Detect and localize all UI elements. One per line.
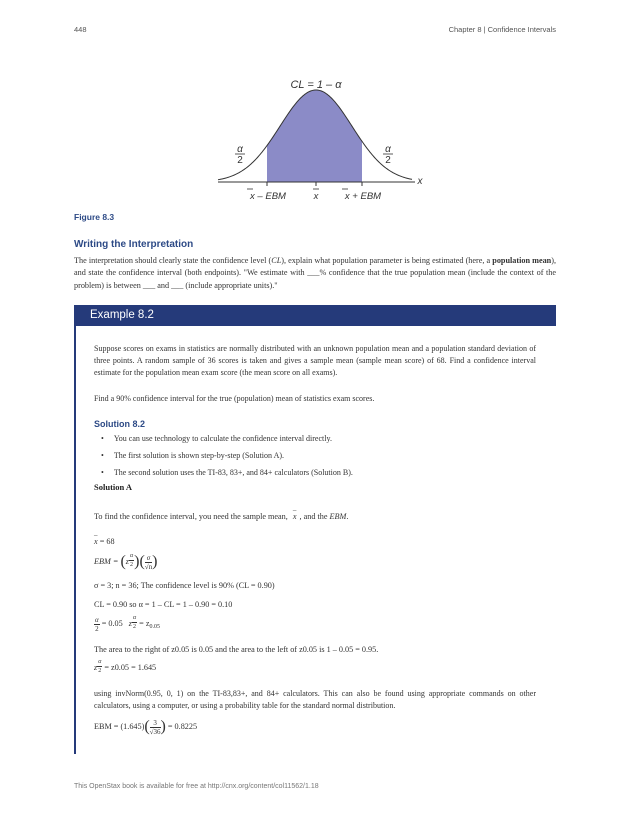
alpha-half-line: $\frac{\alpha}{2}$ = 0.05 z $\frac{\alpha}{2}$ = $z_{0.05}$	[95, 615, 160, 633]
alpha-left-den: 2	[237, 155, 243, 166]
chapter-header: Chapter 8 | Confidence Intervals	[448, 25, 556, 34]
interpretation-paragraph: The interpretation should clearly state the confidence level (CL), explain what population parameter is being estimated (here, a population mean), and state the confidence interval (both endpoints). "We estimate with ___% confidence that the true population mean (include the context of the problem) is between ___ and ___ (include appropriate units)."	[74, 256, 557, 290]
example-title: Example 8.2	[90, 309, 154, 321]
alpha-right-num: α	[385, 144, 391, 155]
left-bound-label: x – EBM	[250, 191, 286, 202]
ebm-formula: EBM = (z $\frac{\alpha}{2}$ )( $\frac{\sigma}{√n}$ )	[94, 553, 158, 571]
cl-label: CL = 1 – α	[290, 79, 342, 91]
list-item: • The first solution is shown step-by-step (Solution A).	[101, 447, 353, 464]
right-bound-label: x + EBM	[344, 191, 382, 202]
page-number: 448	[74, 25, 87, 34]
solution-bullets	[101, 430, 353, 481]
cl-line: CL = 0.90 so α = 1 – CL = 1 – 0.90 = 0.10	[94, 600, 233, 609]
x-axis-label: x	[417, 176, 423, 187]
ebm-calculation: EBM = (1.645)( $\frac{3}{√36}$ ) = 0.8225	[94, 718, 198, 736]
section-title: Writing the Interpretation	[74, 239, 194, 250]
solution-title: Solution 8.2	[94, 419, 146, 429]
alpha-left-num: α	[237, 144, 243, 155]
find-text: To find the confidence interval, you need the sample mean, – x , and the EBM.	[94, 506, 349, 521]
xbar-equation: – x = 68	[94, 531, 115, 546]
page-footer: This OpenStax book is available for free at http://cnx.org/content/col11562/1.18	[74, 783, 319, 790]
center-label: x	[313, 191, 319, 202]
area-text: The area to the right of z0.05 is 0.05 and the area to the left of z0.05 is 1 – 0.05 = 0.95.	[94, 645, 379, 654]
alpha-right-den: 2	[385, 155, 391, 166]
confidence-region	[267, 90, 362, 182]
figure-caption: Figure 8.3	[74, 212, 115, 222]
z-value-line: z $\frac{\alpha}{2}$ = z0.05 = 1.645	[94, 659, 157, 674]
example-left-rule	[74, 326, 76, 754]
example-problem: Suppose scores on exams in statistics are normally distributed with an unknown population mean and a population standard deviation of three points. A random sample of 36 scores is taken and gives a sample mean (sample mean score) of 68. Find a confidence interval estimate for the population mean exam score (the mean score on all exams).	[94, 344, 536, 377]
list-item: • The second solution uses the TI-83, 83+, and 84+ calculators (Solution B).	[101, 464, 353, 481]
solution-a-title: Solution A	[94, 482, 133, 492]
sigma-line: σ = 3; n = 36; The confidence level is 90% (CL = 0.90)	[94, 581, 275, 590]
example-task: Find a 90% confidence interval for the true (population) mean of statistics exam scores.	[94, 394, 375, 403]
invnorm-text: using invNorm(0.95, 0, 1) on the TI-83,83+, and 84+ calculators. This can also be found using appropriate commands on other calculators, using a computer, or using a probability table for the standard normal distribution.	[94, 689, 536, 710]
normal-curve-figure	[210, 72, 430, 207]
list-item: • You can use technology to calculate the confidence interval directly.	[101, 430, 353, 447]
